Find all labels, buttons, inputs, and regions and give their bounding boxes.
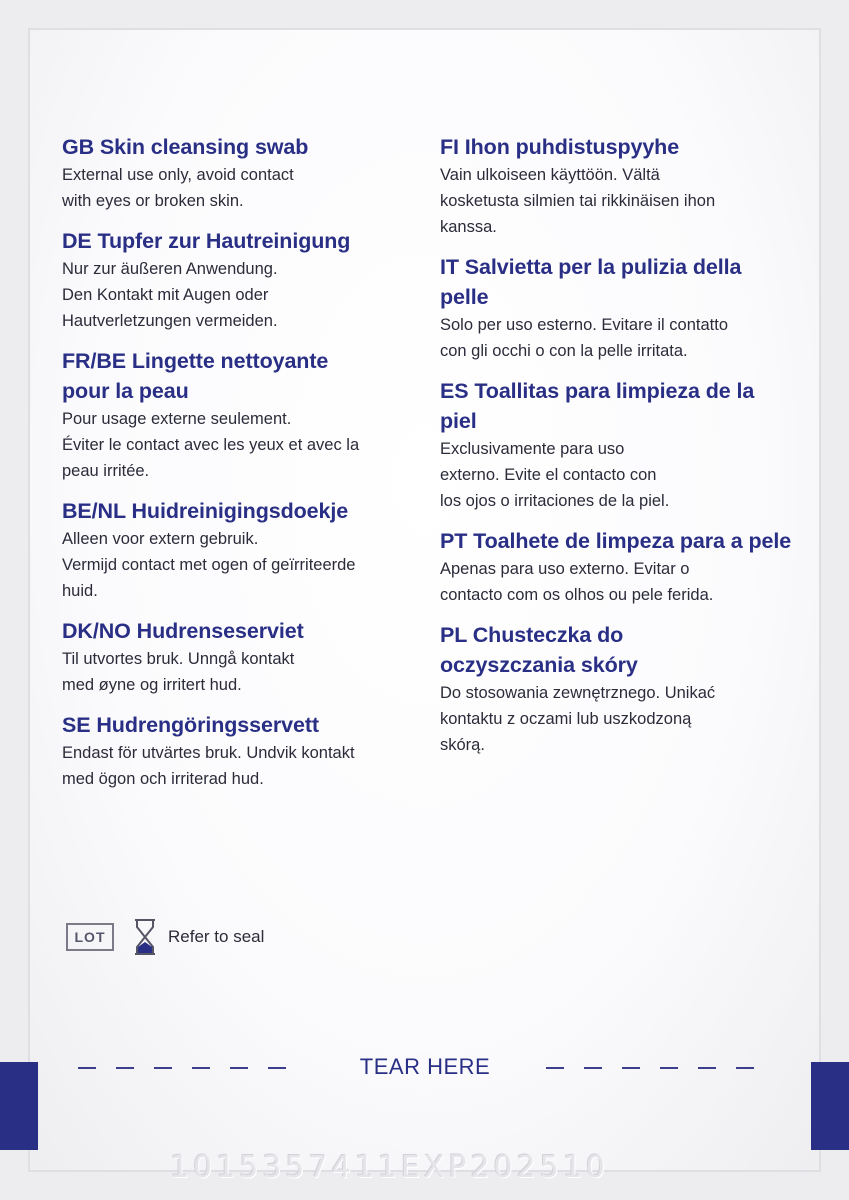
text-gb-2: with eyes or broken skin. [62, 192, 244, 210]
text-pt-2: contacto com os olhos ou pele ferida. [440, 586, 714, 604]
lot-label: LOT [74, 929, 106, 945]
dash [154, 1067, 172, 1069]
dash [192, 1067, 210, 1069]
heading-nl: BE/NL Huidreinigingsdoekje [62, 499, 349, 523]
text-de-3: Hautverletzungen vermeiden. [62, 312, 278, 330]
section-nl [62, 496, 422, 604]
text-nl-3: huid. [62, 582, 98, 600]
dash [268, 1067, 286, 1069]
section-fi [440, 132, 810, 240]
heading-gb: GB Skin cleansing swab [62, 135, 309, 159]
dash [698, 1067, 716, 1069]
text-gb-1: External use only, avoid contact [62, 166, 294, 184]
text-pl-3: skórą. [440, 736, 485, 754]
text-pl-1: Do stosowania zewnętrznego. Unikać [440, 684, 716, 702]
text-de-2: Den Kontakt mit Augen oder [62, 286, 269, 304]
left-column [62, 132, 422, 792]
section-pl [440, 620, 810, 758]
heading-it: IT Salvietta per la pulizia della pelle [440, 255, 742, 309]
section-se [62, 710, 422, 792]
text-fi-1: Vain ulkoiseen käyttöön. Vältä [440, 166, 660, 184]
heading-de: DE Tupfer zur Hautreinigung [62, 229, 351, 253]
text-dk-2: med øyne og irritert hud. [62, 676, 242, 694]
dash [660, 1067, 678, 1069]
text-fi-2: kosketusta silmien tai rikkinäisen ihon [440, 192, 716, 210]
text-fr-2: Éviter le contact avec les yeux et avec la [62, 436, 360, 454]
section-es [440, 376, 810, 514]
text-fr-1: Pour usage externe seulement. [62, 410, 292, 428]
hourglass-expiry-icon [132, 918, 158, 956]
text-es-3: los ojos o irritaciones de la piel. [440, 492, 670, 510]
text-pt-1: Apenas para uso externo. Evitar o [440, 560, 690, 578]
dash [546, 1067, 564, 1069]
section-it [440, 252, 810, 364]
text-se-1: Endast för utvärtes bruk. Undvik kontakt [62, 744, 355, 762]
right-column [440, 132, 810, 758]
lot-symbol-icon [66, 923, 114, 951]
section-pt [440, 526, 810, 608]
heading-dk: DK/NO Hudrenseserviet [62, 619, 304, 643]
text-es-1: Exclusivamente para uso [440, 440, 625, 458]
heading-fr: FR/BE Lingette nettoyante pour la peau [62, 349, 329, 403]
text-it-1: Solo per uso esterno. Evitare il contatto [440, 316, 728, 334]
text-de-1: Nur zur äußeren Anwendung. [62, 260, 278, 278]
text-fi-3: kanssa. [440, 218, 497, 236]
dash [116, 1067, 134, 1069]
lot-expiry-row [66, 918, 264, 956]
refer-to-seal-text: Refer to seal [168, 927, 265, 946]
embossed-lot-expiry: 1015357411EXP202510 [170, 1150, 609, 1185]
text-nl-1: Alleen voor extern gebruik. [62, 530, 259, 548]
section-gb [62, 132, 422, 214]
text-dk-1: Til utvortes bruk. Unngå kontakt [62, 650, 295, 668]
heading-pl: PL Chusteczka do oczyszczania skóry [440, 623, 638, 677]
text-it-2: con gli occhi o con la pelle irritata. [440, 342, 688, 360]
dash [230, 1067, 248, 1069]
section-de [62, 226, 422, 334]
dash [622, 1067, 640, 1069]
dash [584, 1067, 602, 1069]
heading-se: SE Hudrengöringsservett [62, 713, 319, 737]
text-es-2: externo. Evite el contacto con [440, 466, 657, 484]
dash [78, 1067, 96, 1069]
text-fr-3: peau irritée. [62, 462, 150, 480]
tear-marker-left [0, 1062, 38, 1150]
heading-pt: PT Toalhete de limpeza para a pele [440, 529, 792, 553]
heading-es: ES Toallitas para limpieza de la piel [440, 379, 755, 433]
heading-fi: FI Ihon puhdistuspyyhe [440, 135, 680, 159]
tear-marker-right [811, 1062, 849, 1150]
text-pl-2: kontaktu z oczami lub uszkodzoną [440, 710, 692, 728]
text-nl-2: Vermijd contact met ogen of geïrriteerde [62, 556, 356, 574]
text-se-2: med ögon och irriterad hud. [62, 770, 264, 788]
section-fr [62, 346, 422, 484]
tear-here-label: TEAR HERE [359, 1054, 491, 1079]
section-dk [62, 616, 422, 698]
dash [736, 1067, 754, 1069]
